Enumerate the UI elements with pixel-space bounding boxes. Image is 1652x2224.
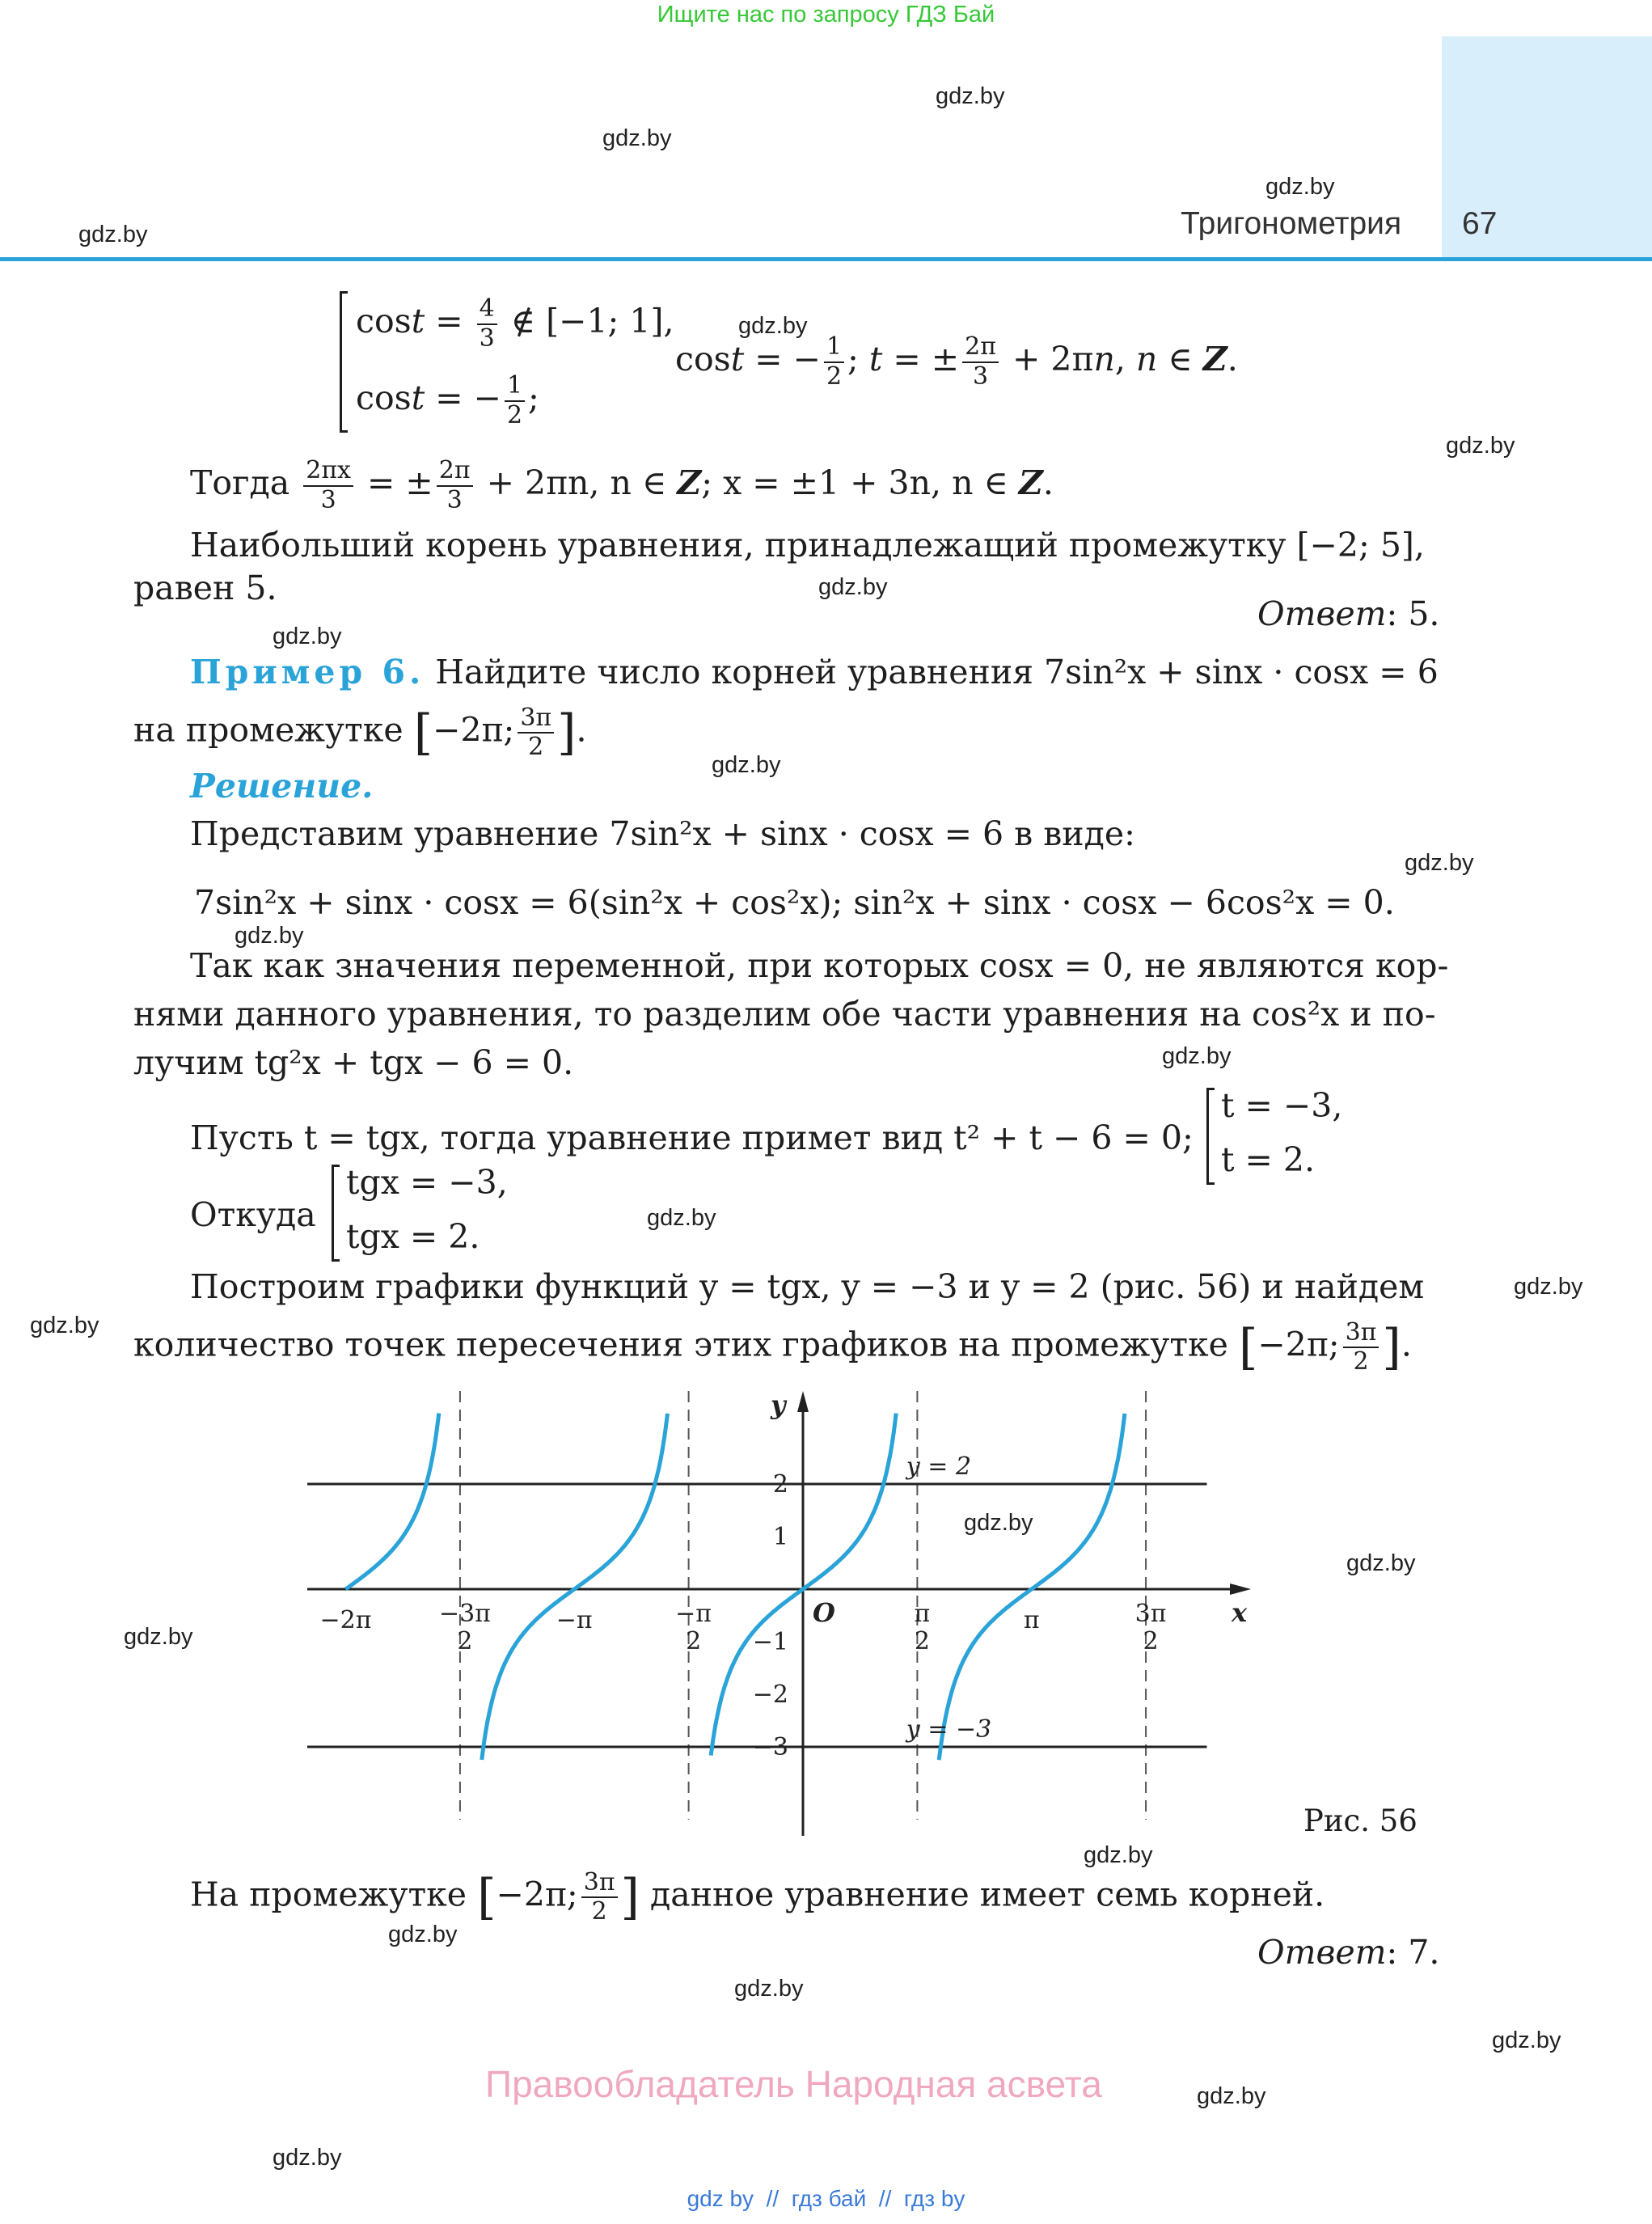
x-tick-label: 3π 2 bbox=[1134, 1600, 1167, 1655]
line-label-y2: y = 2 bbox=[906, 1452, 972, 1481]
watermark: gdz.by bbox=[738, 313, 808, 339]
largest-root-line-2: равен 5. bbox=[133, 569, 277, 607]
answer-2: Ответ: 7. bbox=[1257, 1933, 1440, 1972]
plot-line-2: количество точек пересечения этих графиков на промежутке [−2π; $\frac{3\pi}{2}$ ]. bbox=[133, 1317, 1412, 1376]
substitution-line: Пусть t = tgx, тогда уравнение примет вид t² + t − 6 = 0; bbox=[190, 1118, 1194, 1157]
figure-caption: Рис. 56 bbox=[1303, 1803, 1418, 1838]
bottom-links[interactable]: gdz by // гдз бай // гдз by bbox=[687, 2186, 965, 2211]
x-axis-arrow bbox=[1230, 1583, 1251, 1595]
t-system-bracket bbox=[1206, 1088, 1209, 1185]
x-tick-label: −2π bbox=[319, 1606, 372, 1634]
tangent-graph bbox=[307, 1391, 1294, 1836]
section-title: Тригонометрия bbox=[1181, 206, 1402, 241]
header-rule bbox=[0, 257, 1652, 261]
example-6-heading: Пример 6. Найдите число корней уравнения 7sin²x + sinx · cosx = 6 bbox=[190, 653, 1439, 691]
x-tick-label: −3π 2 bbox=[438, 1600, 491, 1655]
page-number: 67 bbox=[1462, 206, 1498, 241]
x-tick-label: π bbox=[1023, 1606, 1040, 1634]
watermark: gdz.by bbox=[734, 1976, 804, 2002]
represent-line-1: Представим уравнение 7sin²x + sinx · cosx = 6 в виде: bbox=[190, 814, 1135, 853]
largest-root-line-1: Наибольший корень уравнения, принадлежащий промежутку [−2; 5], bbox=[190, 526, 1425, 564]
y-tick-label: 2 bbox=[772, 1470, 788, 1499]
y-tick-label: −2 bbox=[752, 1681, 788, 1709]
t-system-line-2: t = 2. bbox=[1221, 1140, 1316, 1179]
watermark: gdz.by bbox=[124, 1624, 193, 1650]
watermark: gdz.by bbox=[78, 222, 148, 247]
tg-system-bracket bbox=[332, 1165, 334, 1262]
tangent-branch bbox=[482, 1414, 668, 1760]
top-banner[interactable]: Ищите нас по запросу ГДЗ Бай bbox=[657, 2, 995, 27]
y-tick-label: 1 bbox=[772, 1523, 788, 1551]
since-line-3: лучим tg²x + tgx − 6 = 0. bbox=[133, 1043, 574, 1082]
whence-label: Откуда bbox=[190, 1195, 316, 1234]
cos-solution: cost = − $\frac{1}{2}$ ; t = ± $\frac{2\pi}{3}$ + 2πn, n ∈ Z. bbox=[675, 332, 1238, 391]
tg-system-line-2: tgx = 2. bbox=[346, 1217, 480, 1256]
solution-heading: Решение. bbox=[190, 767, 374, 805]
watermark: gdz.by bbox=[273, 624, 342, 649]
y-tick-label: −3 bbox=[752, 1733, 788, 1761]
tangent-branch bbox=[346, 1413, 439, 1589]
then-line: Тогда $\frac{2\pi x}{3}$ = ± $\frac{2\pi}{3}$ + 2πn, n ∈ Z; x = ±1 + 3n, n ∈ Z. bbox=[190, 456, 1054, 514]
cos-system-line-2: cost = − $\frac{1}{2}$ ; bbox=[356, 371, 539, 429]
x-tick-label: −π 2 bbox=[675, 1600, 712, 1655]
x-axis-label: x bbox=[1232, 1597, 1248, 1628]
watermark: gdz.by bbox=[1346, 1550, 1416, 1576]
watermark: gdz.by bbox=[1162, 1043, 1232, 1069]
watermark: gdz.by bbox=[964, 1510, 1033, 1536]
y-axis-label: y bbox=[771, 1391, 786, 1420]
watermark: gdz.by bbox=[1084, 1842, 1153, 1868]
since-line-2: нями данного уравнения, то разделим обе части уравнения на cos²x и по- bbox=[133, 995, 1436, 1034]
watermark: gdz.by bbox=[1265, 174, 1335, 200]
watermark: gdz.by bbox=[30, 1313, 99, 1338]
watermark: gdz.by bbox=[1197, 2083, 1266, 2109]
answer-1: Ответ: 5. bbox=[1257, 594, 1440, 633]
line-label-ym3: y = −3 bbox=[906, 1715, 992, 1744]
t-system-line-1: t = −3, bbox=[1221, 1086, 1343, 1125]
cos-system-line-1: cost = $\frac{4}{3}$ ∉ [−1; 1], bbox=[356, 294, 674, 353]
watermark: gdz.by bbox=[1405, 850, 1474, 876]
represent-line-2: 7sin²x + sinx · cosx = 6(sin²x + cos²x); sin²x + sinx · cosx − 6cos²x = 0. bbox=[194, 883, 1395, 922]
watermark: gdz.by bbox=[818, 574, 888, 600]
y-tick-label: −1 bbox=[752, 1628, 788, 1656]
x-tick-label: π 2 bbox=[914, 1600, 931, 1655]
watermark: gdz.by bbox=[1446, 433, 1515, 459]
watermark: gdz.by bbox=[1514, 1274, 1583, 1300]
watermark: gdz.by bbox=[388, 1922, 458, 1947]
since-line-1: Так как значения переменной, при которых cosx = 0, не являются кор- bbox=[190, 946, 1449, 985]
watermark: gdz.by bbox=[936, 83, 1005, 109]
x-tick-label: −π bbox=[556, 1606, 593, 1634]
origin-label: O bbox=[813, 1597, 835, 1628]
watermark: gdz.by bbox=[234, 923, 304, 949]
cos-system-bracket bbox=[340, 291, 342, 433]
watermark: gdz.by bbox=[712, 752, 781, 778]
plot-line-1: Построим графики функций y = tgx, y = −3 и y = 2 (рис. 56) и найдем bbox=[190, 1267, 1425, 1306]
example-6-interval: на промежутке [−2π; $\frac{3\pi}{2}$ ]. bbox=[133, 703, 587, 761]
watermark: gdz.by bbox=[1492, 2027, 1561, 2053]
watermark: gdz.by bbox=[602, 125, 672, 151]
watermark: gdz.by bbox=[647, 1205, 716, 1231]
y-axis-arrow bbox=[797, 1391, 809, 1412]
final-line: На промежутке [−2π; $\frac{3\pi}{2}$ ] данное уравнение имеет семь корней. bbox=[190, 1867, 1325, 1926]
tg-system-line-1: tgx = −3, bbox=[346, 1163, 508, 1202]
watermark: gdz.by bbox=[273, 2145, 342, 2171]
copyright-notice: Правообладатель Народная асвета bbox=[485, 2063, 1102, 2105]
